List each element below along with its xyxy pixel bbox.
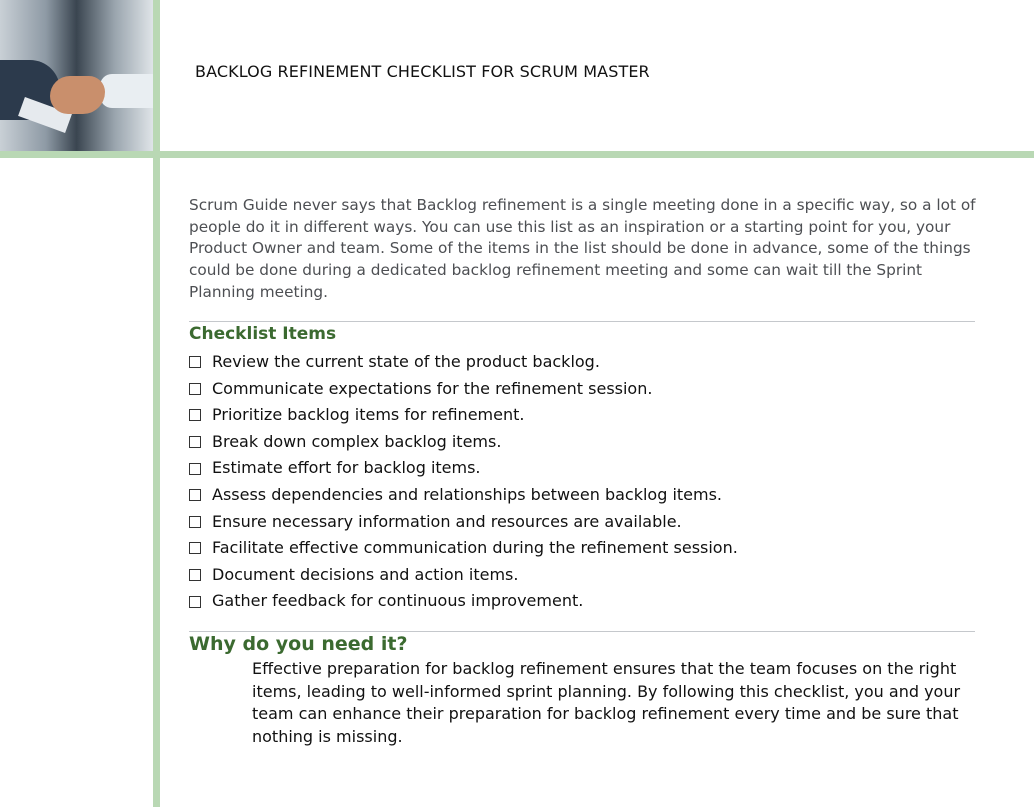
checklist-item <box>189 535 738 562</box>
why-paragraph: Effective preparation for backlog refinement ensures that the team focuses on the right items, leading to well-informed sprint planning. By following this checklist, you and your team can enhance their preparation for backlog refinement every time and be sure that nothing is missing. <box>252 659 961 746</box>
checklist-item-label: Assess dependencies and relationships between backlog items. <box>212 484 723 504</box>
checkbox[interactable] <box>189 356 201 368</box>
checklist-item <box>189 402 738 429</box>
checklist-item <box>189 509 738 536</box>
intro-paragraph: Scrum Guide never says that Backlog refinement is a single meeting done in a specific way, so a lot of people do it in different ways. You can use this list as an inspiration or a starting point for you, your Product Owner and team. Some of the items in the list should be done in advance, some of the things could be done during a dedicated backlog refinement meeting and some can wait till the Sprint Planning meeting. <box>189 196 976 301</box>
sleeve-shape <box>100 74 153 108</box>
divider <box>189 321 975 322</box>
checkbox[interactable] <box>189 489 201 501</box>
page-title: BACKLOG REFINEMENT CHECKLIST FOR SCRUM MASTER <box>195 62 650 81</box>
checklist-item <box>189 482 738 509</box>
checklist-item-label: Facilitate effective communication during the refinement session. <box>212 538 738 558</box>
checklist-item-label: Gather feedback for continuous improvement. <box>212 591 584 611</box>
checkbox[interactable] <box>189 596 201 608</box>
checklist-item <box>189 429 738 456</box>
handshake-photo <box>0 0 153 151</box>
checklist-item-label: Communicate expectations for the refinement session. <box>212 378 653 398</box>
checklist-item-label: Estimate effort for backlog items. <box>212 458 481 478</box>
checklist-item-label: Ensure necessary information and resources are available. <box>212 511 682 531</box>
checklist-item <box>189 562 738 589</box>
checkbox[interactable] <box>189 436 201 448</box>
checkbox[interactable] <box>189 542 201 554</box>
divider <box>189 631 975 632</box>
checkbox[interactable] <box>189 409 201 421</box>
checklist-item <box>189 588 738 615</box>
checklist-item-label: Break down complex backlog items. <box>212 431 502 451</box>
hands-shape <box>50 76 105 114</box>
checklist-item-label: Document decisions and action items. <box>212 564 519 584</box>
why-heading: Why do you need it? <box>189 633 408 655</box>
checkbox[interactable] <box>189 516 201 528</box>
checkbox[interactable] <box>189 463 201 475</box>
checkbox[interactable] <box>189 569 201 581</box>
checklist-item-label: Prioritize backlog items for refinement. <box>212 405 525 425</box>
checklist-item <box>189 455 738 482</box>
checklist-item <box>189 349 738 376</box>
checklist-item <box>189 376 738 403</box>
horizontal-accent-bar <box>0 151 1034 158</box>
checklist <box>189 349 738 615</box>
checklist-item-label: Review the current state of the product backlog. <box>212 352 600 371</box>
vertical-accent-bar <box>153 0 160 807</box>
checkbox[interactable] <box>189 383 201 395</box>
checklist-heading: Checklist Items <box>189 324 337 344</box>
